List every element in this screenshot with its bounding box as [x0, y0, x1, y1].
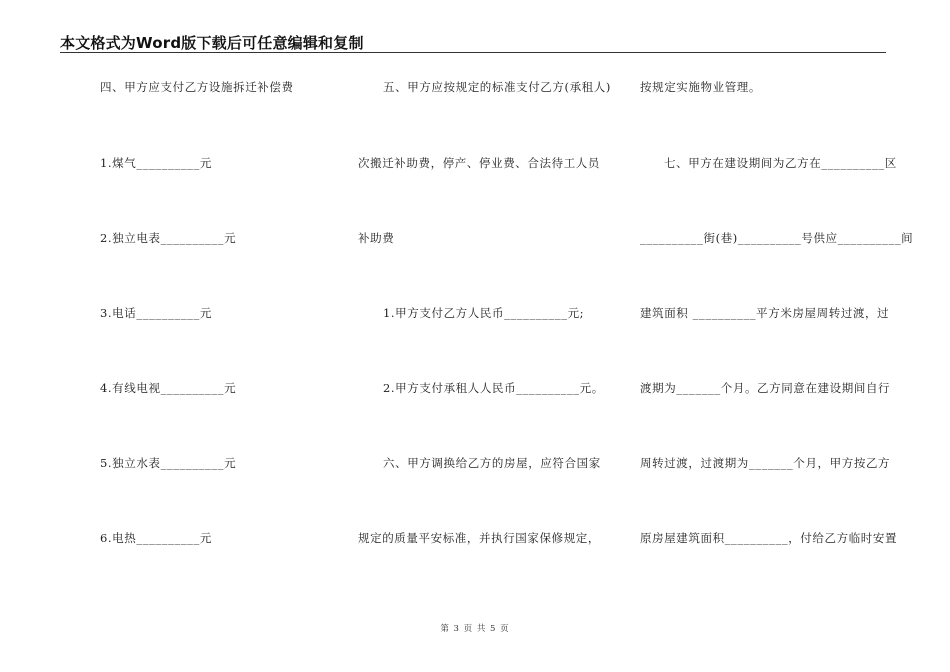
text-line: 七、甲方在建设期间为乙方在__________区 [664, 156, 897, 170]
text-line: 周转过渡，过渡期为_______个月，甲方按乙方 [640, 456, 891, 470]
text-line: 原房屋建筑面积__________，付给乙方临时安置 [640, 531, 898, 545]
text-line: 1.甲方支付乙方人民币__________元; [383, 306, 585, 320]
text-line: 次搬迁补助费，停产、停业费、合法待工人员 [358, 156, 600, 170]
text-line: 建筑面积 __________平方米房屋周转过渡，过 [640, 306, 890, 320]
text-line: 规定的质量平安标准，并执行国家保修规定， [358, 531, 600, 545]
header-title: 本文格式为Word版下载后可任意编辑和复制 [60, 34, 364, 52]
text-line: 渡期为_______个月。乙方同意在建设期间自行 [640, 381, 891, 395]
header-divider [60, 52, 886, 53]
text-line: 1.煤气__________元 [100, 156, 212, 170]
text-line: 2.甲方支付承租人人民币__________元。 [383, 381, 604, 395]
text-line: 5.独立水表__________元 [100, 456, 237, 470]
text-line: 按规定实施物业管理。 [640, 80, 761, 94]
page-number: 第 3 页 共 5 页 [440, 624, 510, 634]
text-line: __________街(巷)__________号供应__________间 [640, 231, 914, 245]
text-line: 2.独立电表__________元 [100, 231, 237, 245]
text-line: 六、甲方调换给乙方的房屋，应符合国家 [383, 456, 601, 470]
text-line: 6.电热__________元 [100, 531, 212, 545]
text-line: 3.电话__________元 [100, 306, 212, 320]
text-line: 四、甲方应支付乙方设施拆迁补偿费 [100, 80, 294, 94]
text-line: 4.有线电视__________元 [100, 381, 237, 395]
text-line: 五、甲方应按规定的标准支付乙方(承租人) [383, 80, 611, 94]
text-line: 补助费 [358, 231, 395, 245]
